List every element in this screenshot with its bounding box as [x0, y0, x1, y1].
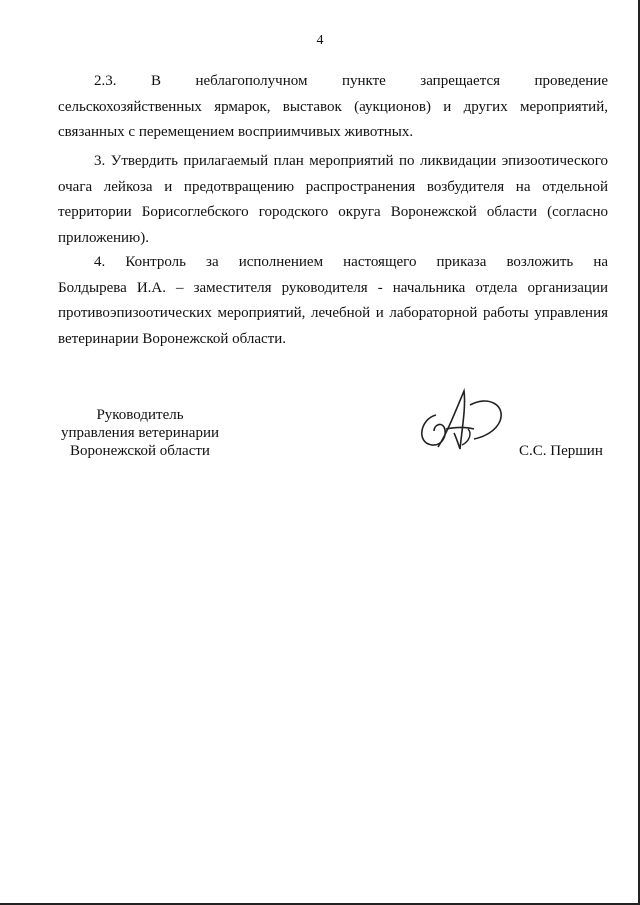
- signatory-title: [50, 406, 230, 460]
- word: за: [206, 254, 219, 270]
- word: проведение: [534, 73, 608, 89]
- word: возложить: [506, 254, 574, 270]
- page-number: 4: [316, 33, 324, 48]
- clause-4-text: Болдырева И.А. – заместителя руководителя - начальника отдела организации противоэпизоотических мероприятий, лечебной и лабораторной работы управления ветеринарии Воронежской области.: [58, 279, 608, 347]
- signatory-name: С.С. Першин: [519, 443, 603, 459]
- clause-2-3-first-line: [58, 69, 608, 95]
- clause-4: [58, 250, 608, 352]
- word: 2.3.: [94, 73, 117, 89]
- word: Контроль: [125, 254, 186, 270]
- signatory-title-line: управления ветеринарии: [60, 425, 220, 441]
- word: В: [150, 73, 161, 89]
- word: запрещается: [420, 73, 501, 89]
- word: пункте: [341, 73, 386, 89]
- signatory-title-line: Руководитель: [96, 407, 184, 423]
- signatory-title-line: Воронежской области: [70, 443, 210, 459]
- clause-2-3-text: сельскохозяйственных ярмарок, выставок (аукционов) и других мероприятий, связанных с перемещением восприимчивых животных.: [58, 98, 608, 140]
- word: 4.: [94, 254, 106, 270]
- word: неблагополучном: [195, 73, 308, 89]
- word: исполнением: [238, 254, 324, 270]
- word: настоящего: [343, 254, 417, 270]
- word: на: [593, 254, 608, 270]
- word: приказа: [436, 254, 487, 270]
- handwritten-signature: [408, 385, 518, 465]
- clause-4-first-line: [58, 250, 608, 276]
- clause-2-3: [58, 69, 608, 146]
- clause-3: 3. Утвердить прилагаемый план мероприятий по ликвидации эпизоотического очага лейкоза и предотвращению распространения возбудителя на отдельной территории Борисоглебского городского округа Воронежской области (согласно приложению).: [58, 153, 608, 246]
